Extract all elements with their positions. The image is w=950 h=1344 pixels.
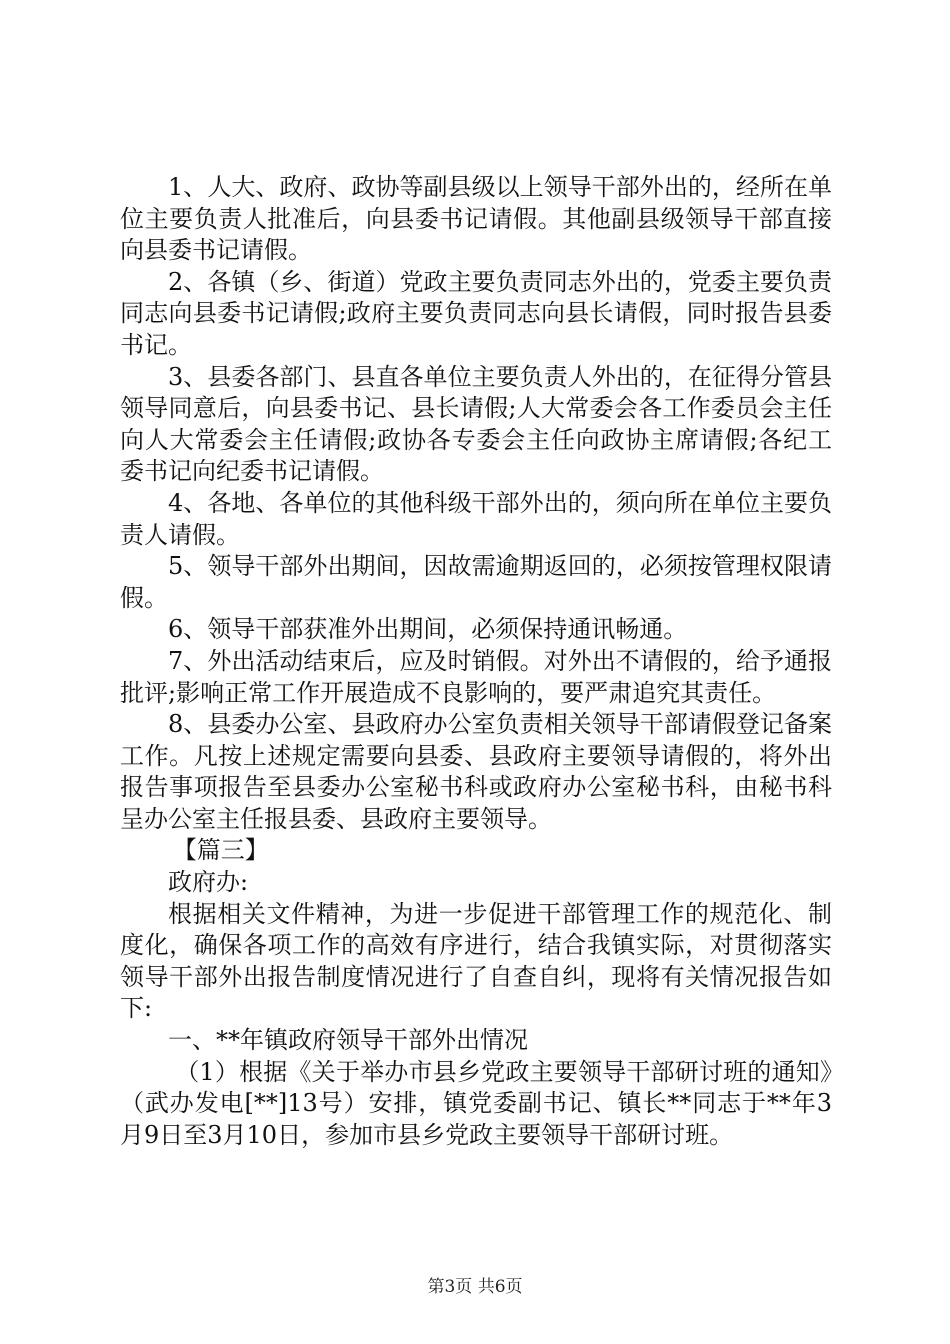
paragraph-6: 6、领导干部获准外出期间，必须保持通讯畅通。: [168, 615, 688, 644]
paragraph-4: 4、各地、各单位的其他科级干部外出的，须向所在单位主要负责人请假。: [120, 488, 832, 549]
paragraph-1: 1、人大、政府、政协等副县级以上领导干部外出的，经所在单位主要负责人批准后，向县委书记请假。其他副县级领导干部直接向县委书记请假。: [120, 173, 832, 265]
section-heading: 【篇三】: [172, 836, 269, 865]
report-item-1: （1）根据《关于举办市县乡党政主要领导干部研讨班的通知》（武办发电[**]13号）安排，镇党委副书记、镇长**同志于**年3月9日至3月10日，参加市县乡党政主要领导干部研讨班。: [120, 1057, 832, 1149]
paragraph-3: 3、县委各部门、县直各单位主要负责人外出的，在征得分管县领导同意后，向县委书记、县长请假;人大常委会各工作委员会主任向人大常委会主任请假;政协各专委会主任向政协主席请假;各纪工委书记向纪委书记请假。: [120, 362, 832, 486]
salutation: 政府办:: [168, 868, 249, 897]
paragraph-2: 2、各镇（乡、街道）党政主要负责同志外出的，党委主要负责同志向县委书记请假;政府主要负责同志向县长请假，同时报告县委书记。: [120, 267, 832, 359]
page-number-footer: 第3页 共6页: [427, 1277, 523, 1297]
report-intro: 根据相关文件精神，为进一步促进干部管理工作的规范化、制度化，确保各项工作的高效有序进行，结合我镇实际，对贯彻落实领导干部外出报告制度情况进行了自查自纠，现将有关情况报告如下:: [120, 899, 832, 1023]
paragraph-5: 5、领导干部外出期间，因故需逾期返回的，必须按管理权限请假。: [120, 552, 832, 612]
paragraph-8: 8、县委办公室、县政府办公室负责相关领导干部请假登记备案工作。凡按上述规定需要向县委、县政府主要领导请假的，将外出报告事项报告至县委办公室秘书科或政府办公室秘书科，由秘书科呈办公室主任报县委、县政府主要领导。: [120, 710, 832, 833]
report-section-heading: 一、**年镇政府领导干部外出情况: [168, 1026, 528, 1055]
paragraph-7: 7、外出活动结束后，应及时销假。对外出不请假的，给予通报批评;影响正常工作开展造成不良影响的，要严肃追究其责任。: [120, 646, 832, 707]
document-body: [120, 172, 832, 1151]
